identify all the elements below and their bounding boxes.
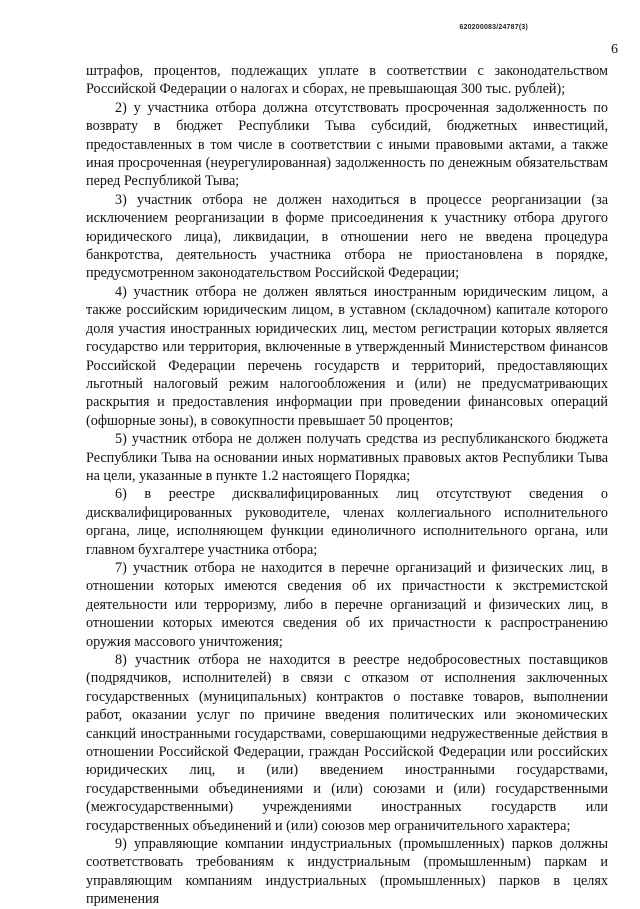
paragraph-item-7: 7) участник отбора не находится в перечне организаций и физических лиц, в отношении которых имеются сведения об их причастности к экстремистской деятельности или терроризму, либо в перечне организаций и физических лиц, в отношении которых имеются сведения об их причастности к распространению оружия массового уничтожения; bbox=[86, 559, 608, 650]
paragraph-item-6: 6) в реестре дисквалифицированных лиц отсутствуют сведения о дисквалифицированных руководителе, членах коллегиального исполнительного органа, лице, исполняющем функции единоличного исполнительного органа, или главном бухгалтере участника отбора; bbox=[86, 486, 608, 558]
document-body bbox=[86, 62, 608, 909]
paragraph-item-4: 4) участник отбора не должен являться иностранным юридическим лицом, а также российским юридическим лицом, в уставном (складочном) капитале которого доля участия иностранных юридических лиц, местом регистрации которых является государство или территория, включенные в утвержденный Министерством финансов Российской Федерации перечень государств и территорий, предоставляющих льготный налоговый режим налогообложения и (или) не предусматривающих раскрытия и предоставления информации при проведении финансовых операций (офшорные зоны), в совокупности превышает 50 процентов; bbox=[86, 283, 608, 429]
paragraph-continuation: штрафов, процентов, подлежащих уплате в соответствии с законодательством Российской Федерации о налогах и сборах, не превышающая 300 тыс. рублей); bbox=[86, 63, 608, 98]
paragraph-item-9: 9) управляющие компании индустриальных (промышленных) парков должны соответствовать требованиям к индустриальным (промышленным) паркам и управляющим компаниям индустриальных (промышленных) парков в целях применения bbox=[86, 836, 608, 908]
paragraph-item-3: 3) участник отбора не должен находиться в процессе реорганизации (за исключением реорганизации в форме присоединения к участнику отбора другого юридического лица), ликвидации, в отношении него не введена процедура банкротства, деятельность участника отбора не приостановлена в порядке, предусмотренном законодательством Российской Федерации; bbox=[86, 191, 608, 282]
page-number: 6 bbox=[611, 42, 618, 57]
paragraph-item-2: 2) у участника отбора должна отсутствовать просроченная задолженность по возврату в бюджет Республики Тыва субсидий, бюджетных инвестиций, предоставленных в том числе в соответствии с иными правовыми актами, а также иная просроченная (неурегулированная) задолженность по денежным обязательствам перед Республикой Тыва; bbox=[86, 99, 608, 190]
paragraph-item-8: 8) участник отбора не находится в реестре недобросовестных поставщиков (подрядчиков, исполнителей) в связи с отказом от исполнения заключенных государственных (муниципальных) контрактов о поставке товаров, выполнении работ, оказании услуг по причине введения политических или экономических санкций иностранными государствами, совершающими недружественные действия в отношении Российской Федерации, граждан Российской Федерации или российских юридических лиц, и (или) введением иностранными государствами, государственными объединениями и (или) союзами и (или) государственными (межгосударственными) учреждениями иностранных государств или государственных объединений и (или) союзов мер ограничительного характера; bbox=[86, 652, 608, 834]
document-id: 620200083/24787(3) bbox=[459, 24, 528, 31]
paragraph-item-5: 5) участник отбора не должен получать средства из республиканского бюджета Республики Тыва на основании иных нормативных правовых актов Республики Тыва на цели, указанные в пункте 1.2 настоящего Порядка; bbox=[86, 431, 608, 484]
